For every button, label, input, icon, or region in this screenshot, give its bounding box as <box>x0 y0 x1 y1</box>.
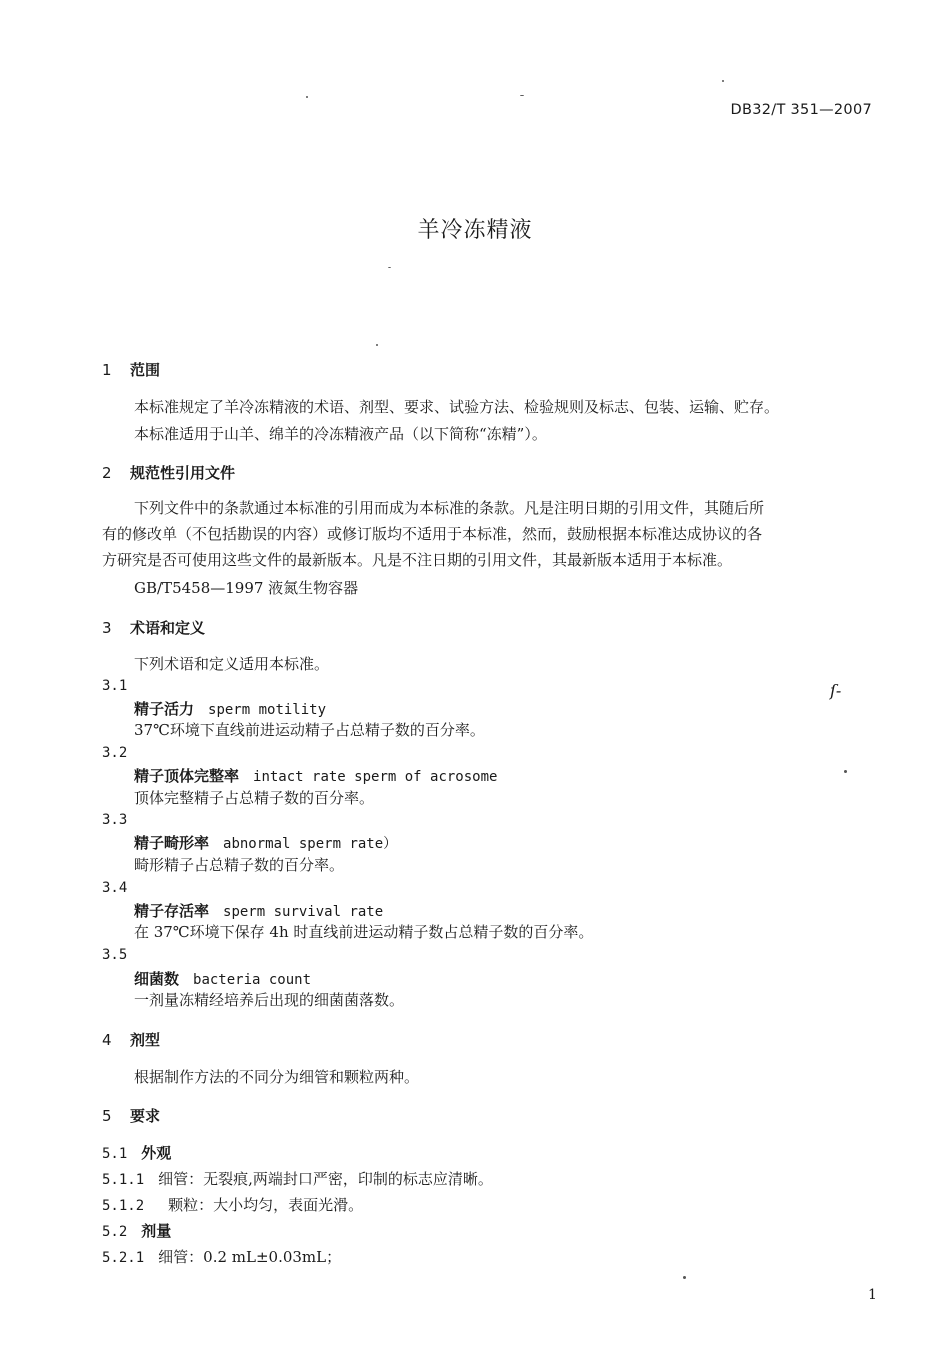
term-chinese: 精子顶体完整率 <box>134 767 240 785</box>
term-definition: 一剂量冻精经培养后出现的细菌菌落数。 <box>134 991 405 1009</box>
subclause <box>102 1220 171 1241</box>
term-english: sperm survival rate <box>223 904 384 920</box>
term-definition: 37℃环境下直线前进运动精子占总精子数的百分率。 <box>134 721 485 739</box>
paragraph: 本标准适用于山羊、绵羊的冷冻精液产品（以下简称“冻精”）。 <box>134 425 547 443</box>
term-chinese: 精子存活率 <box>134 902 210 920</box>
section-number: 4 <box>102 1031 112 1049</box>
term-heading <box>134 968 311 989</box>
section-title: 术语和定义 <box>130 619 206 637</box>
term-english: abnormal sperm rate） <box>223 836 398 852</box>
section-number: 5 <box>102 1107 112 1125</box>
normative-reference: GB/T5458—1997 液氮生物容器 <box>134 579 359 597</box>
term-english: intact rate sperm of acrosome <box>253 769 498 785</box>
term-number: 3.4 <box>102 880 128 896</box>
term-definition: 顶体完整精子占总精子数的百分率。 <box>134 789 375 807</box>
scan-speck <box>376 344 378 346</box>
term-definition: 在 37℃环境下保存 4h 时直线前进运动精子数占总精子数的百分率。 <box>134 923 594 941</box>
paragraph: 本标准规定了羊冷冻精液的术语、剂型、要求、试验方法、检验规则及标志、包装、运输、贮存。 <box>134 398 780 416</box>
term-chinese: 精子活力 <box>134 700 195 718</box>
clause-number: 5.2 <box>102 1224 128 1240</box>
term-heading <box>134 832 397 853</box>
section-title: 规范性引用文件 <box>130 464 236 482</box>
term-number: 3.5 <box>102 947 128 963</box>
subclause <box>102 1168 493 1189</box>
paragraph-line: 有的修改单（不包括勘误的内容）或修订版均不适用于本标准，然而，鼓励根据本标准达成协议的各 <box>102 525 763 543</box>
clause-number: 5.1.1 <box>102 1172 145 1188</box>
subclause <box>102 1142 171 1163</box>
term-heading <box>134 698 326 719</box>
section-number: 3 <box>102 619 112 637</box>
section-title: 剂型 <box>130 1031 161 1049</box>
standard-number: DB32/T 351—2007 <box>730 102 872 118</box>
term-chinese: 精子畸形率 <box>134 834 210 852</box>
page-number: 1 <box>868 1287 877 1303</box>
clause-text: 细管：0.2 mL±0.03mL； <box>158 1248 342 1266</box>
clause-text: 颗粒：大小均匀，表面光滑。 <box>168 1196 364 1214</box>
clause-text: 细管：无裂痕,两端封口严密，印制的标志应清晰。 <box>158 1170 493 1188</box>
clause-number: 5.1.2 <box>102 1198 145 1214</box>
scan-speck <box>520 95 524 96</box>
term-chinese: 细菌数 <box>134 970 180 988</box>
subclause <box>102 1246 341 1267</box>
paragraph: 根据制作方法的不同分为细管和颗粒两种。 <box>134 1068 420 1086</box>
section-number: 1 <box>102 361 112 379</box>
section-title: 要求 <box>130 1107 161 1125</box>
term-heading <box>134 765 497 786</box>
clause-title: 外观 <box>141 1144 172 1162</box>
margin-handwritten-mark: ſ- <box>830 681 842 700</box>
clause-number: 5.2.1 <box>102 1250 145 1266</box>
section-number: 2 <box>102 464 112 482</box>
term-definition: 畸形精子占总精子数的百分率。 <box>134 856 345 874</box>
term-number: 3.3 <box>102 812 128 828</box>
term-number: 3.2 <box>102 745 128 761</box>
subclause <box>102 1194 363 1215</box>
paragraph-line: 下列文件中的条款通过本标准的引用而成为本标准的条款。凡是注明日期的引用文件，其随后所 <box>134 499 765 517</box>
scan-speck <box>844 770 847 773</box>
paragraph: 下列术语和定义适用本标准。 <box>134 655 330 673</box>
document-title: 羊冷冻精液 <box>417 218 533 243</box>
term-number: 3.1 <box>102 678 128 694</box>
clause-title: 剂量 <box>141 1222 172 1240</box>
section-4-heading <box>102 1029 160 1050</box>
scan-speck <box>722 80 724 82</box>
scan-speck <box>683 1276 686 1279</box>
term-heading <box>134 900 383 921</box>
section-1-heading <box>102 359 160 380</box>
clause-number: 5.1 <box>102 1146 128 1162</box>
scan-speck <box>306 96 308 98</box>
scan-speck <box>388 267 391 268</box>
term-english: bacteria count <box>193 972 312 988</box>
section-title: 范围 <box>130 361 161 379</box>
term-english: sperm motility <box>208 702 327 718</box>
section-3-heading <box>102 617 205 638</box>
section-5-heading <box>102 1105 160 1126</box>
section-2-heading <box>102 462 235 483</box>
paragraph-line: 方研究是否可使用这些文件的最新版本。凡是不注日期的引用文件，其最新版本适用于本标准。 <box>102 551 733 569</box>
